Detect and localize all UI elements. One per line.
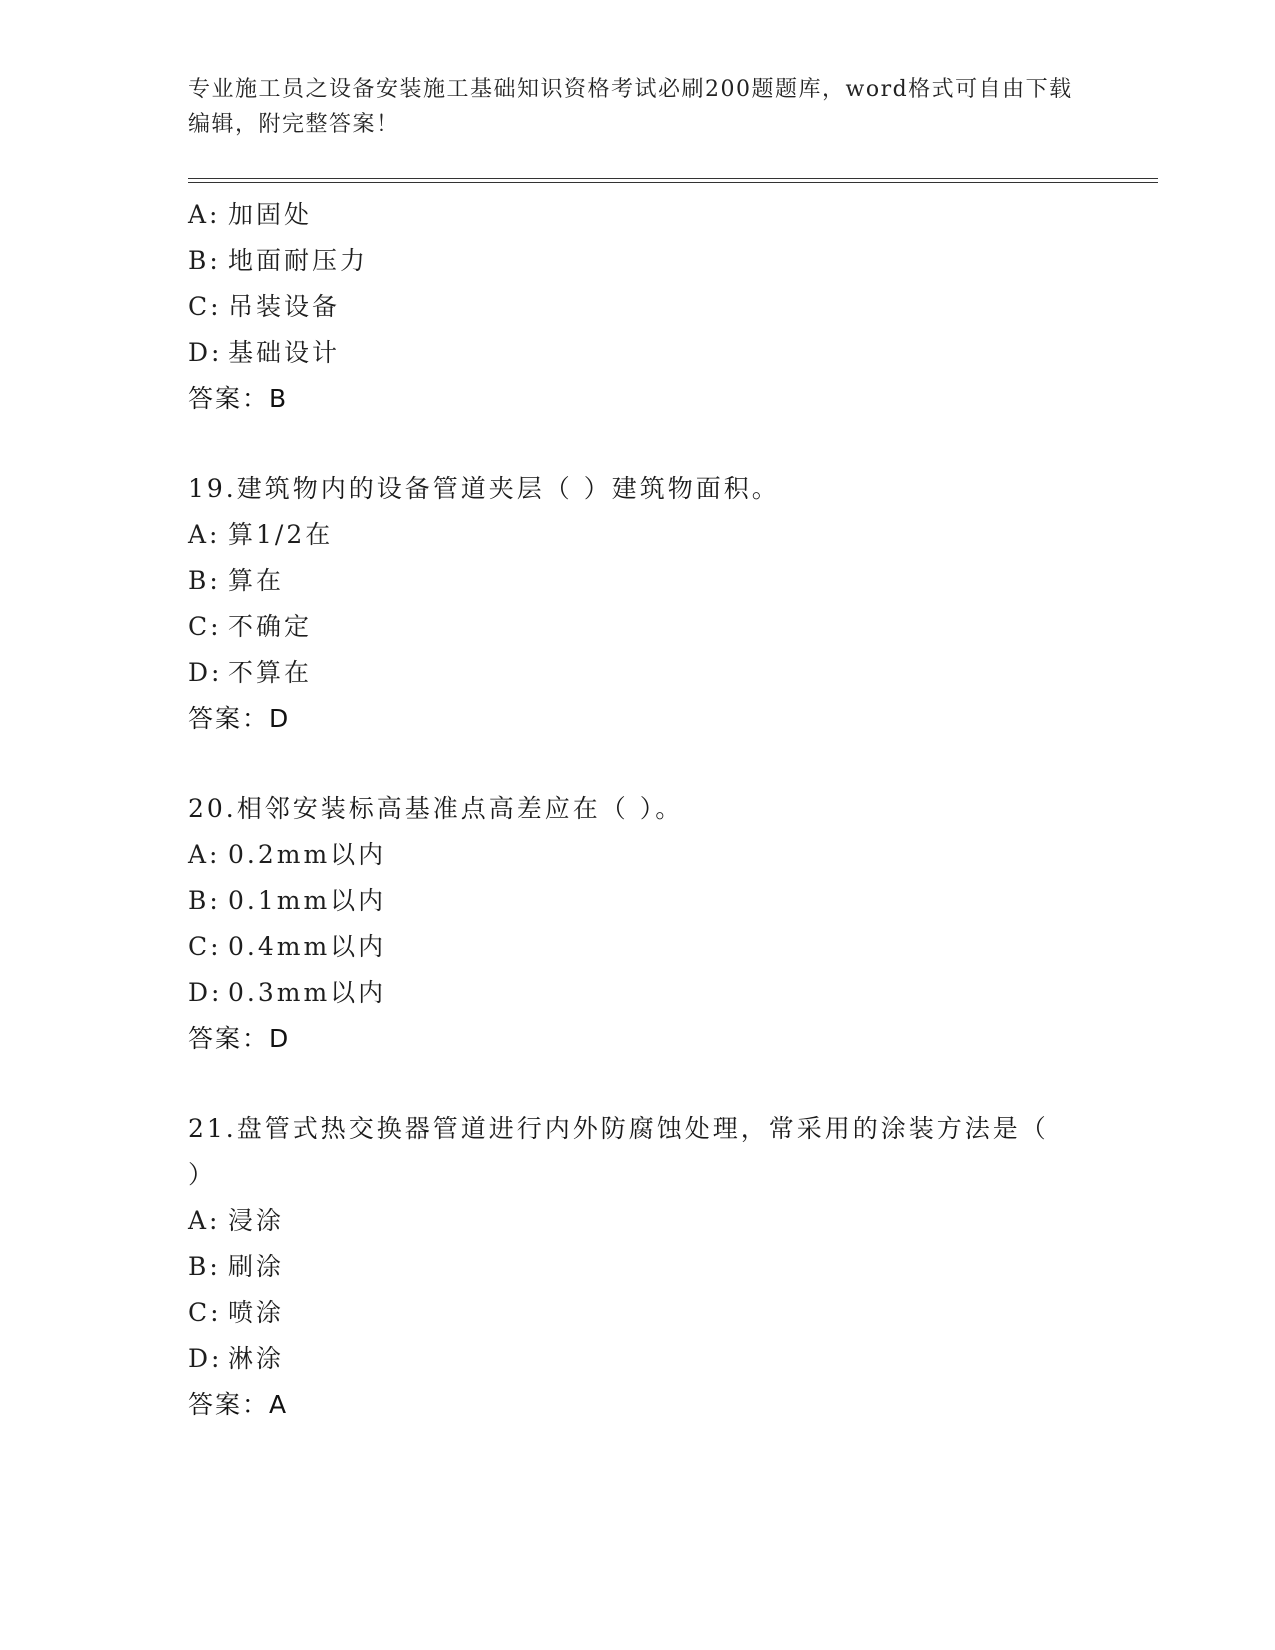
option-b (188, 1244, 1088, 1290)
spacer (188, 742, 1088, 786)
option-text: 喷涂 (228, 1298, 285, 1327)
option-d (188, 650, 1088, 696)
option-text: 吊装设备 (228, 292, 341, 321)
option-text: 算1/2在 (228, 520, 334, 549)
option-d (188, 330, 1088, 376)
option-c (188, 604, 1088, 650)
option-a (188, 192, 1088, 238)
option-text: 算在 (228, 566, 285, 595)
option-letter: B: (188, 1252, 221, 1281)
option-b (188, 878, 1088, 924)
option-letter: B: (188, 886, 221, 915)
question-title: 21.盘管式热交换器管道进行内外防腐蚀处理，常采用的涂装方法是（ ） (188, 1114, 1049, 1189)
answer-value: B (269, 384, 289, 413)
question-19 (188, 466, 1088, 742)
option-letter: C: (188, 292, 222, 321)
option-letter: C: (188, 932, 222, 961)
option-c (188, 1290, 1088, 1336)
spacer (188, 422, 1088, 466)
option-text: 基础设计 (228, 338, 341, 367)
header-note: 专业施工员之设备安装施工基础知识资格考试必刷200题题库，word格式可自由下载编辑，附完整答案！ (188, 77, 1073, 137)
option-letter: D: (188, 658, 223, 687)
option-text: 地面耐压力 (228, 246, 369, 275)
option-a (188, 512, 1088, 558)
option-text: 不确定 (228, 612, 313, 641)
answer-label: 答案： (188, 384, 270, 413)
option-d (188, 1336, 1088, 1382)
answer-line (188, 376, 1088, 422)
question-21 (188, 1106, 1088, 1428)
option-text: 淋涂 (228, 1344, 285, 1373)
option-letter: D: (188, 338, 223, 367)
option-text: 加固处 (228, 200, 313, 229)
answer-value: D (269, 704, 291, 733)
option-text: 0.1mm以内 (228, 886, 387, 915)
question-list (188, 192, 1088, 1428)
option-text: 0.2mm以内 (228, 840, 387, 869)
option-c (188, 924, 1088, 970)
option-letter: B: (188, 566, 221, 595)
answer-line (188, 1016, 1088, 1062)
spacer (188, 1062, 1088, 1106)
option-d (188, 970, 1088, 1016)
answer-value: D (269, 1024, 291, 1053)
answer-line (188, 696, 1088, 742)
option-letter: A: (188, 200, 221, 229)
option-text: 0.3mm以内 (228, 978, 387, 1007)
option-b (188, 238, 1088, 284)
option-text: 不算在 (228, 658, 313, 687)
option-letter: D: (188, 978, 223, 1007)
question-title: 19.建筑物内的设备管道夹层（ ）建筑物面积。 (188, 474, 780, 503)
answer-value: A (269, 1390, 289, 1419)
question-18 (188, 192, 1088, 422)
option-a (188, 832, 1088, 878)
answer-line (188, 1382, 1088, 1428)
option-letter: D: (188, 1344, 223, 1373)
option-text: 0.4mm以内 (228, 932, 387, 961)
answer-label: 答案： (188, 1390, 270, 1419)
option-text: 刷涂 (228, 1252, 285, 1281)
option-c (188, 284, 1088, 330)
answer-label: 答案： (188, 704, 270, 733)
question-title: 20.相邻安装标高基准点高差应在（ ）。 (188, 794, 684, 823)
option-letter: A: (188, 840, 221, 869)
option-text: 浸涂 (228, 1206, 285, 1235)
option-letter: A: (188, 520, 221, 549)
option-letter: C: (188, 612, 222, 641)
option-letter: B: (188, 246, 221, 275)
option-a (188, 1198, 1088, 1244)
option-letter: A: (188, 1206, 221, 1235)
option-letter: C: (188, 1298, 222, 1327)
question-20 (188, 786, 1088, 1062)
option-b (188, 558, 1088, 604)
header-divider (188, 178, 1158, 183)
answer-label: 答案： (188, 1024, 270, 1053)
